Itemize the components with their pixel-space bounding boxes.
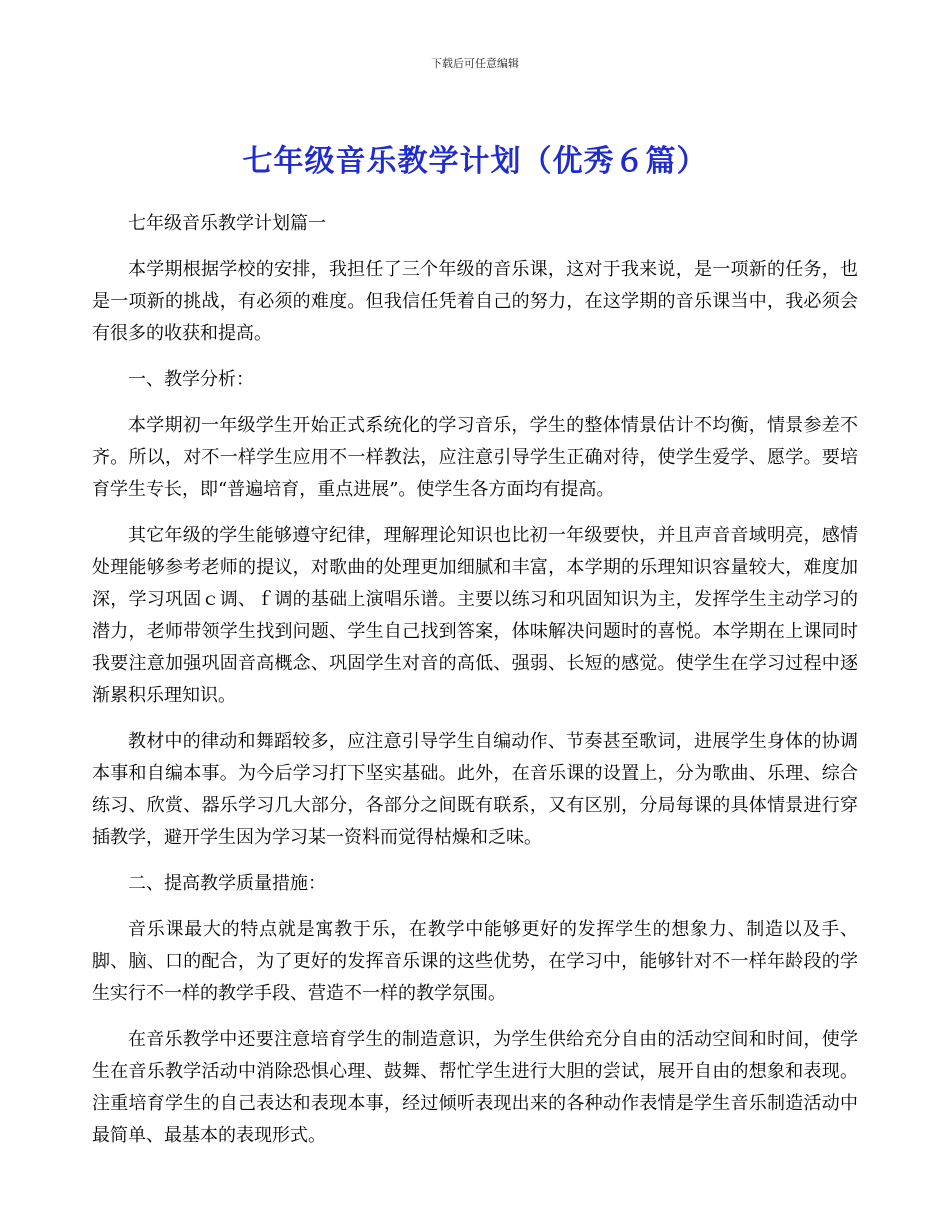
paragraph: 本学期根据学校的安排，我担任了三个年级的音乐课，这对于我来说，是一项新的任务，也是一项新的挑战，有必须的难度。但我信任凭着自己的努力，在这学期的音乐课当中，我必须会有很多的收获和提高。 xyxy=(92,259,858,344)
paragraph: 教材中的律动和舞蹈较多，应注意引导学生自编动作、节奏甚至歌词，进展学生身体的协调本事和自编本事。为今后学习打下坚实基础。此外，在音乐课的设置上，分为歌曲、乐理、综合练习、欣赏、器乐学习几大部分，各部分之间既有联系，又有区别，分局每课的具体情景进行穿插教学，避开学生因为学习某一资料而觉得枯燥和乏味。 xyxy=(92,731,858,848)
paragraph: 在音乐教学中还要注意培育学生的制造意识，为学生供给充分自由的活动空间和时间，使学生在音乐教学活动中消除恐惧心理、鼓舞、帮忙学生进行大胆的尝试，展开自由的想象和表现。注重培育学生的自己表达和表现本事，经过倾听表现出来的各种动作表情是学生音乐制造活动中最简单、最基本的表现形式。 xyxy=(92,1029,858,1146)
paragraph: 其它年级的学生能够遵守纪律，理解理论知识也比初一年级要快，并且声音音域明亮，感情处理能够参考老师的提议，对歌曲的处理更加细腻和丰富，本学期的乐理知识容量较大，难度加深，学习巩固ｃ调、ｆ调的基础上演唱乐谱。主要以练习和巩固知识为主，发挥学生主动学习的潜力，老师带领学生找到问题、学生自己找到答案，体味解决问题时的喜悦。本学期在上课同时我要注意加强巩固音高概念、巩固学生对音的高低、强弱、长短的感觉。使学生在学习过程中逐渐累积乐理知识。 xyxy=(92,525,858,706)
paragraph: 音乐课最大的特点就是寓教于乐，在教学中能够更好的发挥学生的想象力、制造以及手、脚、脑、口的配合，为了更好的发挥音乐课的这些优势，在学习中，能够针对不一样年龄段的学生实行不一样的教学手段、营造不一样的教学氛围。 xyxy=(92,919,858,1004)
document-title: 七年级音乐教学计划（优秀６篇） xyxy=(242,144,708,179)
section-heading: 二、提高教学质量措施： xyxy=(128,873,326,894)
section-heading: 一、教学分析： xyxy=(128,369,254,390)
header-note: 下载后可任意编辑 xyxy=(431,57,519,70)
paragraph: 本学期初一年级学生开始正式系统化的学习音乐，学生的整体情景估计不均衡，情景参差不齐。所以，对不一样学生应用不一样教法，应注意引导学生正确对待，使学生爱学、愿学。要培育学生专长，即“普遍培育，重点进展”。使学生各方面均有提高。 xyxy=(92,415,858,500)
section-title: 七年级音乐教学计划篇一 xyxy=(128,213,326,234)
document-body xyxy=(92,208,858,1166)
